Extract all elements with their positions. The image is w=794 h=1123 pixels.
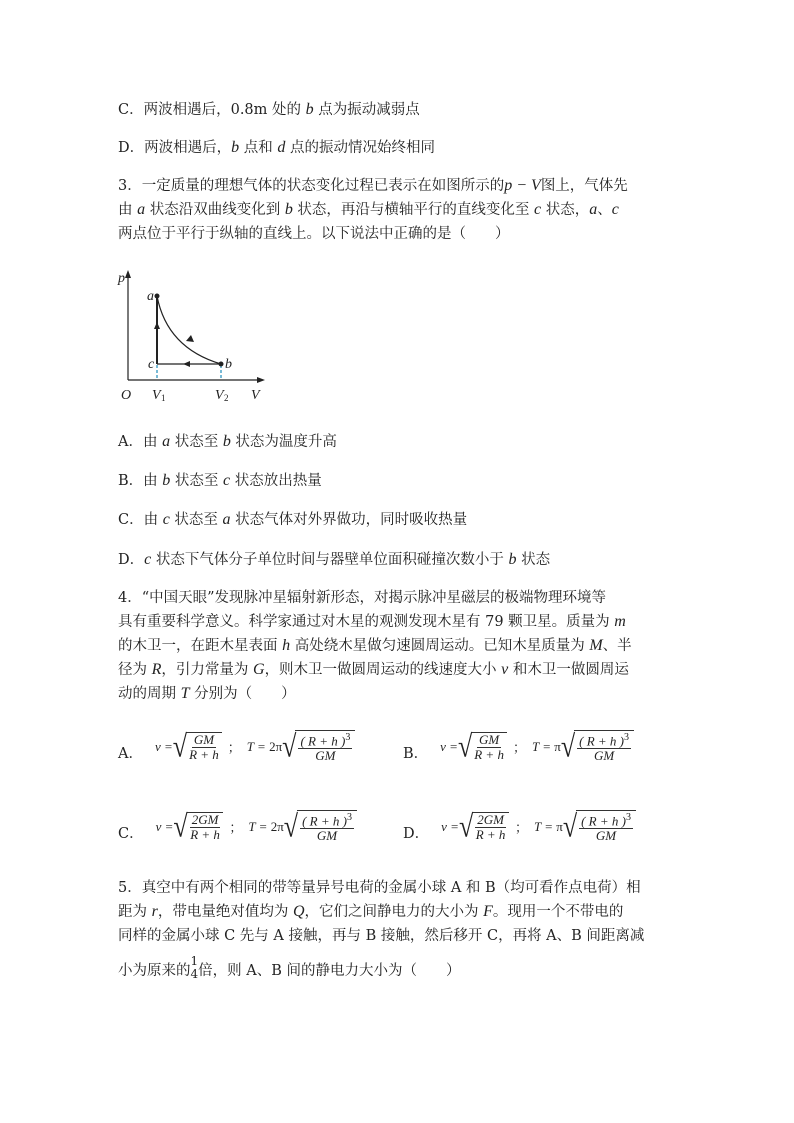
math-variable: F [483,903,493,920]
coefficient: π [554,738,561,754]
t-equals: T = [248,818,268,834]
origin-label: O [121,388,132,403]
text-line [118,176,628,196]
text: ，引力常量为 [161,662,253,678]
text: 径为 [118,662,152,678]
denominator: GM [316,828,338,844]
text-line [118,902,623,922]
text: 状态放出热量 [230,473,322,489]
text: 3．一定质量的理想气体的状态变化过程已表示在如图所示的 [118,178,505,194]
text: 5．真空中有两个相同的带等量异号电荷的金属小球 A 和 B（均可看作点电荷）相 [118,880,641,896]
coefficient: π [556,818,563,834]
point-b-label: b [225,357,232,372]
v2-subscript: 2 [224,393,229,403]
text: 倍，则 A、B 间的静电力大小为（ ） [198,963,461,979]
text: B．由 [118,473,163,489]
text-line [118,878,641,898]
option-label: B． [403,746,429,763]
text: ，则木卫一做圆周运动的线速度大小 [264,662,502,678]
text: 小为原来的 [118,963,191,979]
curve-ab [157,296,221,364]
text-line [118,926,644,946]
exponent: 3 [623,732,629,743]
denominator: GM [595,828,617,844]
text: ，它们之间静电力的大小为 [304,904,484,920]
math-variable: R [151,661,162,678]
math-variable: c [222,472,231,489]
denominator: GM [315,748,336,764]
math-variable: G [253,661,265,678]
text: 点的振动情况始终相同 [285,140,435,156]
math-variable: a [137,201,146,218]
math-variable: c [144,551,152,568]
v-equals: v = [440,738,458,754]
denominator: R + h [189,746,219,762]
numerator: 1 [190,954,199,968]
math-variable: r [151,903,158,920]
answer-option-d[interactable] [403,810,636,843]
coefficient: 2π [270,818,284,834]
text: 状态至 [170,473,223,489]
denominator: R + h [474,746,504,762]
math-variable: b [162,472,171,489]
math-variable: b [305,101,314,118]
separator: ； [229,820,243,836]
text-line [118,550,550,570]
denominator: 4 [190,967,199,981]
text-line [118,684,296,704]
text: 状态 [516,552,551,568]
point-a-label: a [147,289,154,304]
text-line [118,138,435,158]
q5-last-line [118,955,460,981]
separator: ； [227,740,241,756]
text: 状态，再沿与横轴平行的直线变化至 [292,202,535,218]
answer-option-a[interactable] [118,730,355,763]
text: 点为振动减弱点 [313,102,420,118]
text-line [118,636,632,656]
text: 状态为温度升高 [230,434,337,450]
point-c-label: c [148,357,155,372]
option-label: A． [118,746,143,763]
math-variable: v [501,661,509,678]
text: A．由 [118,434,163,450]
v-equals: v = [441,818,459,834]
text: 分别为（ ） [189,686,296,702]
text: 4．“中国天眼”发现脉冲星辐射新形态，对揭示脉冲星磁层的极端物理环境等 [118,590,607,606]
text-line [118,660,629,680]
text: 状态， [541,202,590,218]
text: 状态至 [170,434,223,450]
t-equals: T = [246,738,266,754]
math-variable: c [534,201,542,218]
text-line [118,612,626,632]
t-equals: T = [531,738,551,754]
text: 图上，气体先 [540,178,628,194]
math-variable: b [222,433,231,450]
numerator: 2GM [477,811,504,827]
math-variable: b [284,201,293,218]
text: 、半 [602,638,632,654]
answer-option-c[interactable] [118,810,357,843]
sqrt: √ $\frac{2GM}{R + h}$ [459,812,509,842]
text: D． [118,552,145,568]
math-variable: d [277,139,286,156]
t-equals: T = [533,818,553,834]
text: 。现用一个不带电的 [492,904,624,920]
math-variable: p − V [504,177,541,194]
text: 同样的金属小球 C 先与 A 接触，再与 B 接触，然后移开 C，再将 A、B 间距离减 [118,928,645,944]
separator: ； [512,740,526,756]
math-variable: m [614,613,626,630]
text: 状态至 [169,512,223,528]
text: 距为 [118,904,152,920]
numerator: ( R + h ) [302,813,347,829]
text: 状态沿双曲线变化到 [145,202,285,218]
sqrt: √ $\frac{2GM}{R + h}$ [173,812,223,842]
sqrt: √ $\frac{GM}{R + h}$ [173,732,222,762]
text-line [118,224,510,244]
sqrt: √ $\frac{( R + h )^3}{GM}$ [284,810,357,843]
text: 、 [597,202,612,218]
text: 具有重要科学意义。科学家通过对木星的观测发现木星有 79 颗卫星。质量为 [118,614,615,630]
math-variable: T [180,685,190,702]
text: 高处绕木星做匀速圆周运动。已知木星质量为 [290,638,590,654]
math-variable: a [589,201,598,218]
formula [440,730,634,763]
math-variable: Q [292,903,305,920]
math-variable: M [589,637,603,654]
exponent: 3 [625,812,631,823]
text-line [118,100,420,120]
text: C．两波相遇后，0.8m 处的 [118,102,306,118]
text: 状态下气体分子单位时间与器壁单位面积碰撞次数小于 [151,552,509,568]
v-axis-label: V [251,388,260,403]
text-line [118,588,606,608]
formula [155,730,355,763]
denominator: R + h [475,826,506,842]
coefficient: 2π [269,738,283,754]
math-variable: b [508,551,517,568]
math-variable: a [162,433,171,450]
exponent: 3 [346,812,352,823]
math-variable: b [231,139,240,156]
numerator: ( R + h ) [581,813,626,829]
option-label: C． [118,826,144,843]
p-v-diagram [115,268,265,403]
p-label: p [118,271,125,286]
numerator: 2GM [191,811,219,827]
formula [156,810,357,843]
text: ，带电量绝对值均为 [157,904,293,920]
text-line [118,510,467,530]
math-variable: c [611,201,619,218]
sqrt: √ $\frac{( R + h )^3}{GM}$ [563,810,636,843]
text: 和木卫一做圆周运 [508,662,629,678]
text: 点和 [239,140,278,156]
text: 状态气体对外界做功，同时吸收热量 [230,512,468,528]
denominator: R + h [190,826,220,842]
sqrt: √ $\frac{( R + h )^3}{GM}$ [561,730,634,763]
math-variable: a [222,511,231,528]
sqrt: √ $\frac{( R + h )^3}{GM}$ [282,730,355,763]
text-line [118,471,322,491]
text: 动的周期 [118,686,181,702]
text: 两点位于平行于纵轴的直线上。以下说法中正确的是（ ） [118,226,510,242]
fraction-quarter [191,955,199,981]
option-label: D． [403,826,430,843]
exponent: 3 [345,732,351,743]
text-line [118,200,619,220]
v1-subscript: 1 [161,393,166,403]
numerator: ( R + h ) [300,733,346,749]
answer-option-b[interactable] [403,730,634,763]
denominator: GM [593,748,615,764]
math-variable: h [282,637,291,654]
v-equals: v = [154,738,173,754]
math-variable: c [162,511,170,528]
formula [441,810,636,843]
v2-label: V [215,388,224,403]
text: 的木卫一，在距木星表面 [118,638,283,654]
v-equals: v = [155,818,174,834]
numerator: ( R + h ) [579,733,624,749]
sqrt: √ $\frac{GM}{R + h}$ [458,732,507,762]
numerator: GM [193,731,215,747]
v1-label: V [152,388,161,403]
text: D．两波相遇后， [118,140,232,156]
numerator: GM [478,731,500,747]
text: 由 [118,202,138,218]
text-line [118,432,337,452]
separator: ； [514,820,528,836]
text: C．由 [118,512,163,528]
